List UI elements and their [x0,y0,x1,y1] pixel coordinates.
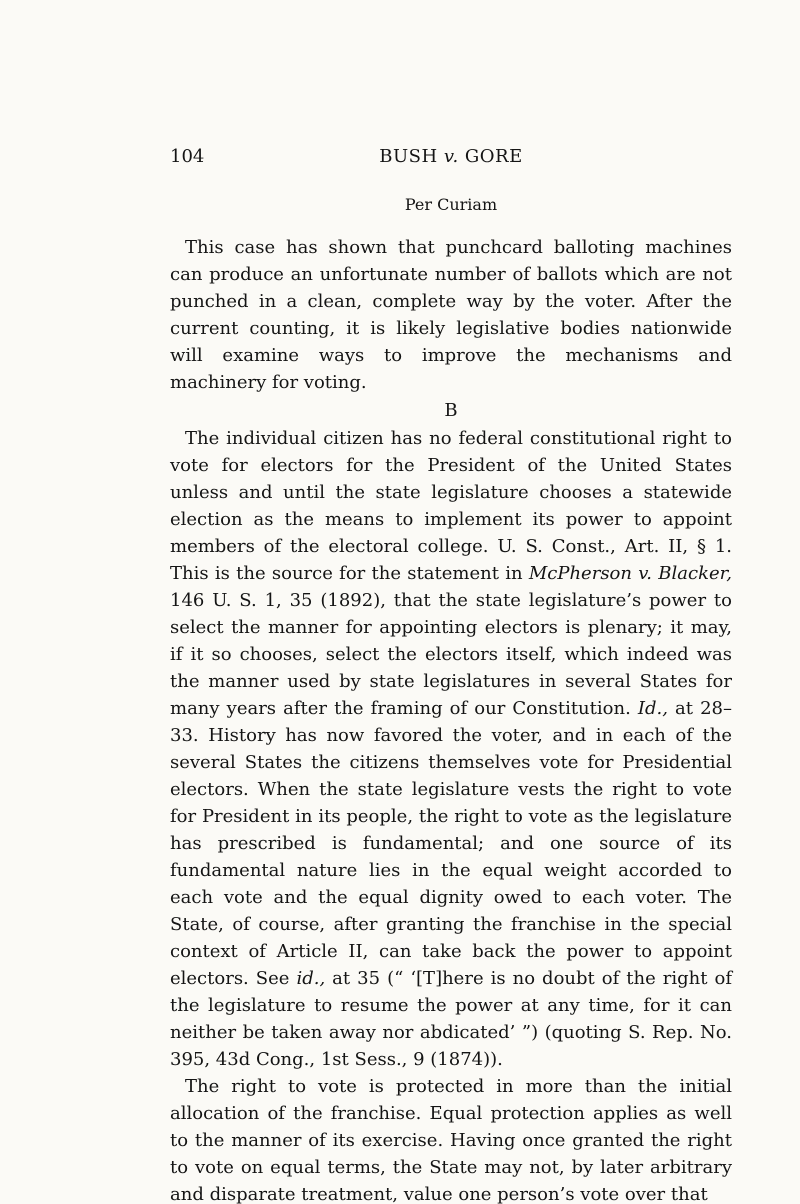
paragraph-2: The individual citizen has no federal constitutional right to vote for electors for the President of the United States unless and until the state legislature chooses a statewide election as the means to implement its power to appoint members of the electoral college. U. S. Const., Art. II, § 1. This is the source for the statement in McPherson v. Blacker, 146 U. S. 1, 35 (1892), that the state legislature’s power to select the manner for appointing electors is plenary; it may, if it so chooses, select the electors itself, which indeed was the manner used by state legislatures in several States for many years after the framing of our Constitution. Id., at 28–33. History has now favored the voter, and in each of the several States the citizens themselves vote for Presidential electors. When the state legislature vests the right to vote for President in its people, the right to vote as the legislature has prescribed is fundamental; and one source of its fundamental nature lies in the equal weight accorded to each vote and the equal dignity owed to each voter. The State, of course, after granting the franchise in the special context of Article II, can take back the power to appoint electors. See id., at 35 (“ ‘[T]here is no doubt of the right of the legislature to resume the power at any time, for it can neither be taken away nor abdicated’ ”) (quoting S. Rep. No. 395, 43d Cong., 1st Sess., 9 (1874)). [170,428,732,1070]
section-label: B [444,400,458,421]
paragraph-1: This case has shown that punchcard balloting machines can produce an unfortunate number of ballots which are not punched in a clean, complete way by the voter. After the current counting, it is likely legislative bodies nationwide will examine ways to improve the mechanisms and machinery for voting. [170,237,732,393]
case-title: BUSH v. GORE [379,146,523,167]
page-number: 104 [170,146,205,167]
opinion-heading: Per Curiam [404,195,498,214]
text-block [170,146,732,1204]
paragraph-3: The right to vote is protected in more than the initial allocation of the franchise. Equal protection applies as well to the manner of its exercise. Having once granted the right to vote on equal terms, the State may not, by later arbitrary and disparate treatment, value one person’s vote over that [170,1076,732,1204]
running-header [170,146,732,168]
